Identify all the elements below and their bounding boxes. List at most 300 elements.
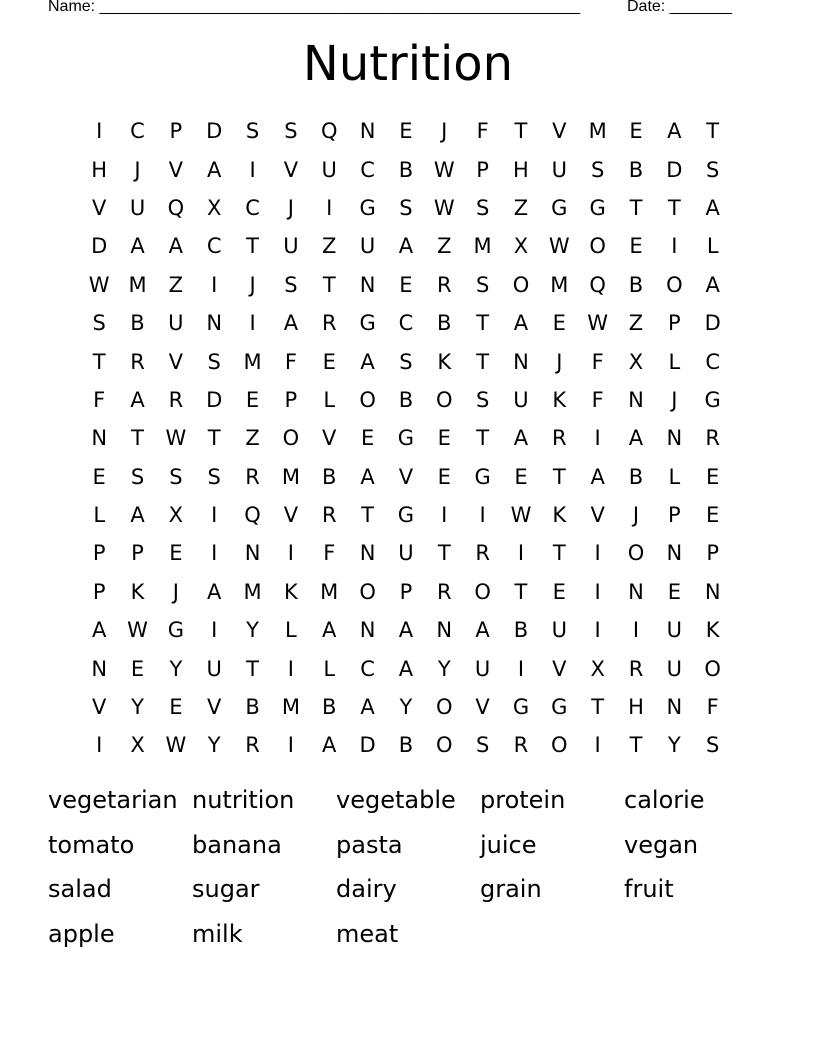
grid-letter: L — [323, 387, 336, 412]
grid-letter: M — [588, 119, 607, 144]
grid-letter: M — [473, 234, 492, 259]
grid-letter: V — [322, 426, 337, 451]
grid-letter: B — [322, 695, 337, 720]
grid-letter: O — [627, 541, 645, 566]
grid-letter: S — [207, 464, 221, 489]
grid-letter: F — [93, 387, 106, 412]
word-list-row — [48, 778, 768, 823]
grid-letter: G — [704, 387, 721, 412]
grid-letter: G — [512, 695, 530, 720]
grid-letter: T — [552, 464, 566, 489]
grid-letter: Z — [322, 234, 337, 259]
grid-letter: S — [706, 733, 720, 758]
grid-letter: G — [397, 503, 415, 528]
grid-letter: I — [287, 541, 294, 566]
grid-letter: U — [359, 234, 376, 259]
grid-letter: B — [513, 618, 529, 643]
grid-letter: U — [129, 195, 146, 220]
grid-letter: X — [130, 733, 145, 758]
grid-letter: G — [474, 464, 491, 489]
grid-letter: Y — [667, 733, 681, 758]
grid-letter: U — [398, 541, 414, 566]
grid-row — [80, 611, 732, 649]
grid-letter: O — [359, 387, 376, 412]
grid-letter: I — [441, 503, 448, 528]
grid-row — [80, 189, 732, 227]
grid-letter: Z — [168, 272, 184, 297]
grid-letter: N — [359, 272, 376, 297]
grid-letter: R — [321, 503, 337, 528]
name-field-label: Name: ______________________________________________________ — [48, 0, 581, 15]
grid-row — [80, 458, 732, 496]
grid-row — [80, 266, 732, 304]
grid-letter: C — [398, 311, 414, 336]
grid-letter: I — [479, 503, 486, 528]
grid-letter: G — [551, 695, 568, 720]
word-list-item: vegan — [624, 830, 699, 859]
grid-letter: A — [360, 464, 375, 489]
word-list-item: dairy — [336, 875, 397, 904]
grid-letter: I — [211, 272, 218, 297]
grid-letter: L — [668, 349, 681, 374]
grid-row — [80, 150, 732, 188]
grid-letter: D — [206, 119, 223, 144]
grid-letter: E — [399, 272, 413, 297]
grid-letter: C — [360, 157, 375, 182]
grid-letter: U — [283, 234, 299, 259]
grid-letter: Y — [169, 656, 183, 681]
grid-letter: T — [514, 579, 528, 604]
grid-letter: U — [168, 311, 184, 336]
grid-letter: B — [398, 157, 414, 182]
grid-letter: N — [513, 349, 529, 374]
grid-letter: O — [436, 733, 453, 758]
grid-row — [80, 534, 732, 572]
grid-letter: T — [476, 349, 490, 374]
grid-letter: U — [474, 656, 491, 681]
grid-letter: T — [629, 733, 643, 758]
grid-letter: T — [361, 503, 374, 528]
grid-letter: T — [514, 119, 528, 144]
grid-letter: E — [130, 656, 145, 681]
grid-letter: O — [359, 579, 376, 604]
grid-letter: C — [206, 234, 222, 259]
grid-letter: B — [398, 387, 414, 412]
grid-letter: I — [211, 541, 218, 566]
grid-letter: L — [93, 503, 106, 528]
grid-letter: P — [169, 119, 183, 144]
grid-letter: P — [667, 311, 681, 336]
grid-letter: P — [131, 541, 144, 566]
grid-letter: U — [551, 618, 567, 643]
date-field-label: Date: _______ — [627, 0, 732, 15]
grid-row — [80, 649, 732, 687]
grid-letter: V — [283, 503, 299, 528]
grid-letter: O — [551, 733, 568, 758]
word-list-item: grain — [480, 875, 542, 904]
grid-letter: B — [130, 311, 145, 336]
grid-letter: Y — [131, 695, 144, 720]
grid-letter: T — [706, 119, 720, 144]
grid-letter: I — [632, 618, 640, 643]
grid-row — [80, 227, 732, 265]
grid-letter: S — [245, 119, 260, 144]
word-list-item: meat — [336, 919, 399, 948]
word-list-item: salad — [48, 875, 112, 904]
grid-letter: A — [398, 234, 414, 259]
grid-letter: A — [398, 618, 414, 643]
grid-letter: A — [705, 272, 720, 297]
grid-letter: M — [128, 272, 147, 297]
word-list-row — [48, 823, 768, 868]
grid-letter: N — [206, 311, 223, 336]
grid-letter: A — [130, 387, 145, 412]
grid-letter: M — [281, 695, 300, 720]
grid-letter: N — [666, 541, 683, 566]
grid-letter: C — [360, 656, 375, 681]
grid-letter: Y — [207, 733, 221, 758]
word-list-item: vegetarian — [48, 786, 178, 815]
grid-letter: Y — [246, 618, 259, 643]
grid-letter: D — [359, 733, 376, 758]
grid-letter: V — [552, 119, 567, 144]
grid-letter: U — [206, 656, 222, 681]
grid-letter: A — [513, 311, 529, 336]
grid-letter: M — [243, 349, 262, 374]
grid-letter: L — [706, 234, 719, 259]
grid-row — [80, 112, 732, 150]
word-list-item: tomato — [48, 830, 135, 859]
grid-letter: S — [475, 272, 490, 297]
grid-letter: B — [628, 272, 644, 297]
grid-letter: V — [552, 656, 567, 681]
grid-letter: J — [134, 157, 141, 182]
grid-letter: D — [666, 157, 683, 182]
word-list-item: nutrition — [192, 786, 295, 815]
grid-letter: E — [322, 349, 336, 374]
grid-letter: S — [92, 311, 106, 336]
grid-letter: T — [552, 541, 566, 566]
grid-letter: J — [441, 119, 448, 144]
grid-letter: I — [594, 426, 601, 451]
grid-letter: T — [476, 426, 490, 451]
word-list-item: calorie — [624, 786, 705, 815]
grid-letter: U — [666, 656, 683, 681]
grid-letter: X — [513, 234, 529, 259]
grid-letter: L — [323, 656, 336, 681]
grid-letter: Q — [244, 503, 261, 528]
grid-letter: N — [91, 426, 108, 451]
grid-letter: T — [591, 695, 605, 720]
grid-letter: U — [551, 157, 567, 182]
grid-letter: V — [475, 695, 490, 720]
page-title: Nutrition — [302, 36, 514, 92]
grid-letter: W — [587, 311, 609, 336]
word-list-row — [48, 867, 768, 912]
grid-letter: J — [556, 349, 563, 374]
grid-letter: R — [475, 541, 490, 566]
grid-letter: E — [437, 426, 451, 451]
grid-letter: P — [92, 541, 106, 566]
grid-letter: G — [589, 195, 606, 220]
grid-letter: L — [285, 618, 297, 643]
grid-letter: T — [131, 426, 144, 451]
grid-letter: V — [207, 695, 222, 720]
grid-row — [80, 496, 732, 534]
grid-letter: O — [589, 234, 606, 259]
grid-letter: H — [91, 157, 108, 182]
grid-letter: Z — [628, 311, 644, 336]
grid-letter: V — [168, 349, 184, 374]
grid-letter: N — [359, 618, 376, 643]
grid-letter: V — [91, 195, 107, 220]
grid-letter: W — [433, 195, 455, 220]
grid-letter: M — [550, 272, 569, 297]
grid-letter: T — [207, 426, 221, 451]
grid-letter: C — [130, 119, 145, 144]
grid-letter: B — [628, 157, 644, 182]
grid-letter: P — [92, 579, 106, 604]
grid-letter: F — [591, 349, 604, 374]
grid-letter: A — [475, 618, 490, 643]
grid-letter: I — [594, 733, 601, 758]
grid-letter: V — [590, 503, 605, 528]
grid-letter: U — [513, 387, 529, 412]
grid-letter: X — [590, 656, 605, 681]
grid-letter: P — [476, 157, 489, 182]
grid-letter: T — [246, 234, 259, 259]
grid-letter: I — [517, 541, 525, 566]
grid-letter: A — [667, 119, 682, 144]
grid-letter: A — [168, 234, 184, 259]
grid-letter: N — [91, 656, 108, 681]
grid-letter: S — [169, 464, 183, 489]
word-list-item: fruit — [624, 875, 674, 904]
grid-letter: E — [706, 503, 720, 528]
grid-letter: I — [517, 656, 525, 681]
grid-letter: I — [96, 733, 103, 758]
grid-letter: S — [590, 157, 605, 182]
grid-letter: I — [287, 733, 294, 758]
grid-letter: E — [552, 579, 566, 604]
grid-letter: S — [399, 195, 413, 220]
grid-letter: K — [437, 349, 452, 374]
grid-letter: K — [130, 579, 145, 604]
grid-letter: I — [594, 541, 601, 566]
grid-letter: O — [666, 272, 683, 297]
grid-letter: I — [671, 234, 678, 259]
grid-letter: S — [706, 157, 720, 182]
grid-letter: I — [287, 656, 294, 681]
grid-letter: D — [91, 234, 108, 259]
grid-letter: O — [436, 387, 453, 412]
grid-letter: A — [398, 656, 414, 681]
grid-letter: O — [704, 656, 721, 681]
grid-letter: T — [246, 656, 259, 681]
grid-letter: R — [130, 349, 145, 374]
grid-letter: R — [552, 426, 567, 451]
grid-letter: P — [667, 503, 681, 528]
grid-letter: R — [628, 656, 644, 681]
grid-letter: E — [169, 541, 183, 566]
grid-letter: N — [666, 695, 683, 720]
grid-letter: O — [436, 695, 453, 720]
grid-letter: O — [474, 579, 491, 604]
grid-letter: S — [130, 464, 145, 489]
word-list-row — [48, 912, 768, 957]
grid-letter: S — [399, 349, 413, 374]
grid-letter: S — [284, 119, 298, 144]
grid-letter: A — [360, 695, 375, 720]
grid-letter: I — [211, 503, 218, 528]
word-list-item: apple — [48, 919, 115, 948]
grid-letter: Q — [589, 272, 606, 297]
grid-letter: A — [207, 579, 222, 604]
grid-letter: H — [513, 157, 529, 182]
grid-letter: S — [207, 349, 221, 374]
grid-letter: I — [211, 618, 218, 643]
grid-letter: F — [706, 695, 719, 720]
grid-letter: I — [594, 579, 601, 604]
grid-letter: E — [667, 579, 681, 604]
grid-letter: E — [245, 387, 260, 412]
grid-letter: A — [513, 426, 529, 451]
grid-row — [80, 419, 732, 457]
grid-letter: J — [632, 503, 640, 528]
word-list-item: milk — [192, 919, 243, 948]
grid-letter: S — [475, 733, 490, 758]
grid-letter: M — [281, 464, 300, 489]
grid-letter: G — [167, 618, 184, 643]
grid-letter: F — [591, 387, 604, 412]
grid-letter: K — [284, 579, 298, 604]
grid-letter: A — [705, 195, 720, 220]
grid-letter: G — [397, 426, 415, 451]
grid-letter: D — [206, 387, 223, 412]
grid-letter: C — [705, 349, 720, 374]
grid-letter: N — [359, 119, 376, 144]
grid-letter: N — [628, 579, 644, 604]
grid-row — [80, 573, 732, 611]
word-list-item: pasta — [336, 830, 403, 859]
grid-letter: F — [323, 541, 336, 566]
grid-letter: R — [705, 426, 720, 451]
grid-letter: E — [552, 311, 566, 336]
grid-letter: G — [359, 311, 376, 336]
grid-letter: H — [628, 695, 644, 720]
grid-letter: A — [130, 503, 145, 528]
grid-letter: N — [628, 387, 644, 412]
grid-letter: N — [436, 618, 453, 643]
grid-letter: W — [88, 272, 110, 297]
grid-letter: I — [326, 195, 333, 220]
grid-letter: B — [322, 464, 337, 489]
grid-letter: J — [249, 272, 256, 297]
word-list-item: juice — [480, 830, 537, 859]
grid-letter: J — [287, 195, 294, 220]
grid-letter: W — [127, 618, 148, 643]
grid-letter: R — [321, 311, 337, 336]
grid-letter: B — [437, 311, 452, 336]
word-list-item: sugar — [192, 875, 260, 904]
grid-letter: P — [399, 579, 413, 604]
grid-letter: A — [322, 618, 337, 643]
grid-letter: W — [165, 426, 187, 451]
grid-letter: W — [548, 234, 570, 259]
grid-letter: G — [551, 195, 568, 220]
grid-letter: X — [628, 349, 644, 374]
word-list-item: vegetable — [336, 786, 456, 815]
grid-letter: S — [475, 387, 490, 412]
grid-letter: Q — [320, 119, 338, 144]
grid-letter: I — [594, 618, 601, 643]
grid-letter: A — [360, 349, 375, 374]
grid-letter: N — [666, 426, 683, 451]
grid-letter: I — [96, 119, 103, 144]
word-list — [48, 778, 768, 956]
grid-letter: E — [706, 464, 720, 489]
grid-letter: X — [168, 503, 184, 528]
grid-letter: A — [628, 426, 644, 451]
grid-letter: I — [249, 157, 256, 182]
grid-letter: Z — [245, 426, 260, 451]
grid-letter: V — [168, 157, 184, 182]
grid-letter: R — [245, 733, 260, 758]
grid-letter: P — [284, 387, 298, 412]
grid-letter: F — [476, 119, 489, 144]
grid-letter: P — [706, 541, 719, 566]
grid-letter: Z — [513, 195, 529, 220]
grid-letter: N — [359, 541, 376, 566]
grid-letter: R — [436, 579, 452, 604]
grid-letter: A — [322, 733, 337, 758]
grid-letter: M — [243, 579, 262, 604]
grid-letter: T — [667, 195, 681, 220]
grid-letter: E — [514, 464, 528, 489]
grid-letter: W — [510, 503, 532, 528]
grid-letter: O — [282, 426, 300, 451]
grid-letter: O — [512, 272, 530, 297]
grid-letter: B — [628, 464, 644, 489]
grid-letter: S — [284, 272, 298, 297]
grid-letter: A — [91, 618, 107, 643]
grid-letter: R — [513, 733, 529, 758]
grid-letter: R — [168, 387, 184, 412]
grid-letter: R — [436, 272, 452, 297]
grid-letter: N — [244, 541, 261, 566]
grid-letter: E — [399, 119, 413, 144]
grid-letter: T — [629, 195, 643, 220]
grid-letter: S — [475, 195, 490, 220]
grid-letter: Q — [167, 195, 185, 220]
grid-row — [80, 342, 732, 380]
grid-letter: G — [359, 195, 376, 220]
grid-letter: V — [398, 464, 414, 489]
grid-letter: E — [437, 464, 451, 489]
grid-letter: C — [245, 195, 260, 220]
grid-letter: R — [245, 464, 260, 489]
grid-letter: D — [704, 311, 721, 336]
grid-letter: E — [360, 426, 375, 451]
grid-letter: B — [245, 695, 260, 720]
grid-letter: E — [169, 695, 183, 720]
grid-row — [80, 726, 732, 764]
grid-letter: N — [704, 579, 721, 604]
grid-letter: Y — [437, 656, 451, 681]
grid-letter: E — [92, 464, 106, 489]
grid-letter: A — [130, 234, 145, 259]
grid-letter: K — [552, 387, 567, 412]
